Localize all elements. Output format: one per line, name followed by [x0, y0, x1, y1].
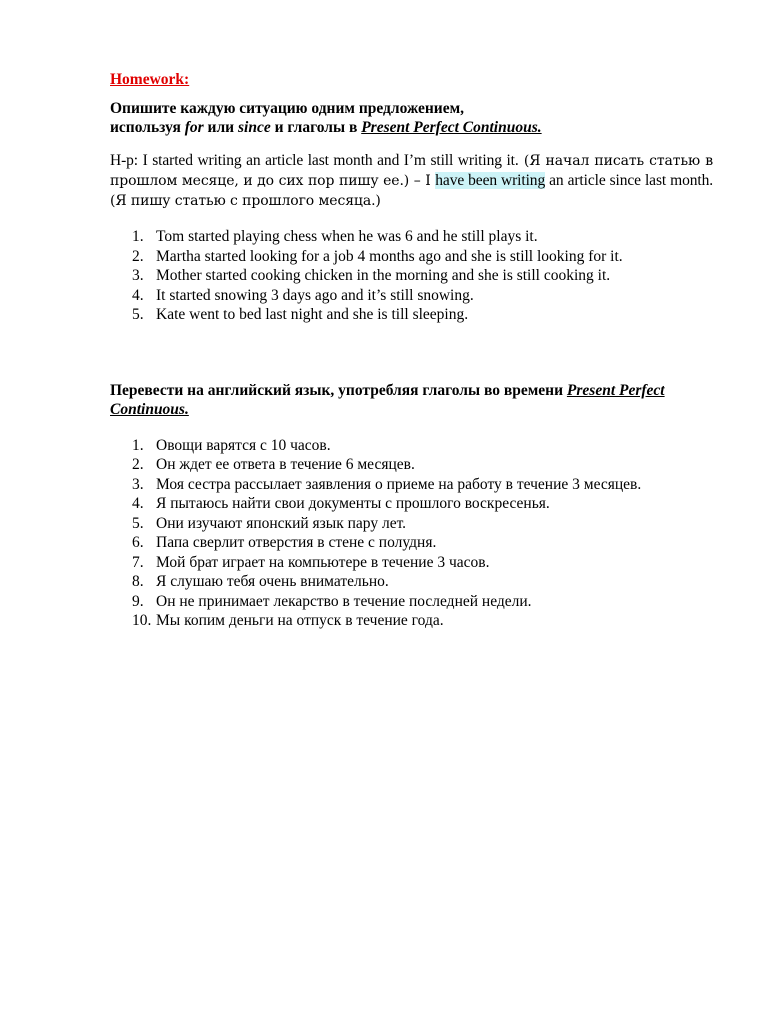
tense-name: Present Perfect Continuous.: [361, 119, 542, 136]
list-number: 4.: [132, 495, 144, 512]
list-text: It started snowing 3 days ago and it’s still snowing.: [156, 286, 474, 304]
list-number: 2.: [132, 456, 144, 473]
list-text: Они изучают японский язык пару лет.: [156, 514, 407, 532]
list-number: 5.: [132, 514, 144, 532]
list-number: 4.: [132, 286, 144, 304]
list-text: Моя сестра рассылает заявления о приеме на работу в течение 3 месяцев.: [156, 475, 642, 493]
list-item: [110, 572, 713, 592]
list-number: 10.: [132, 612, 152, 629]
list-number: 5.: [132, 306, 144, 323]
list-item: [110, 247, 713, 267]
list-number: 3.: [132, 267, 144, 284]
list-text: Я слушаю тебя очень внимательно.: [156, 573, 389, 590]
highlighted-phrase: have been writing: [435, 172, 546, 189]
for-word: for: [184, 119, 204, 136]
list-text: Папа сверлит отверстия в стене с полудня.: [156, 534, 437, 551]
list-item: [110, 436, 713, 456]
task2-instructions: Перевести на английский язык, употребляя глаголы во времени Present Perfect Continuous.: [110, 381, 665, 418]
list-text: Овощи варятся с 10 часов.: [156, 436, 331, 454]
list-item: [110, 494, 713, 514]
list-text: Martha started looking for a job 4 months ago and she is still looking for it.: [156, 247, 623, 265]
exercise1-list: [110, 227, 713, 325]
list-item: [110, 227, 713, 247]
list-text: Он не принимает лекарство в течение последней недели.: [156, 592, 532, 610]
list-item: [110, 553, 713, 573]
list-number: 1.: [132, 228, 144, 245]
document-page: [110, 70, 713, 631]
list-number: 1.: [132, 436, 144, 454]
list-item: [110, 592, 713, 612]
homework-heading: Homework:: [110, 71, 190, 88]
list-number: 9.: [132, 592, 144, 610]
list-item: [110, 305, 713, 325]
list-text: Mother started cooking chicken in the morning and she is still cooking it.: [156, 267, 611, 284]
list-text: Мой брат играет на компьютере в течение 3 часов.: [156, 553, 490, 571]
list-text: Он ждет ее ответа в течение 6 месяцев.: [156, 456, 415, 473]
list-number: 7.: [132, 553, 144, 571]
list-number: 3.: [132, 475, 144, 493]
list-item: [110, 475, 713, 495]
list-item: [110, 455, 713, 475]
list-number: 8.: [132, 573, 144, 590]
list-text: Я пытаюсь найти свои документы с прошлого воскресенья.: [156, 495, 550, 512]
list-item: [110, 514, 713, 534]
list-text: Tom started playing chess when he was 6 and he still plays it.: [156, 228, 538, 245]
list-text: Мы копим деньги на отпуск в течение года.: [156, 612, 444, 629]
list-item: [110, 533, 713, 553]
list-number: 6.: [132, 534, 144, 551]
list-text: Kate went to bed last night and she is till sleeping.: [156, 306, 469, 323]
since-word: since: [237, 119, 271, 136]
example-paragraph: H-p: I started writing an article last month and I’m still writing it. (Я начал писать статью в прошлом месяце, и до сих пор пишу ее.) – I have been writing an article since last month. (Я пишу статью с прошлого месяца.): [110, 151, 714, 209]
tense-name-2: Present Perfect Continuous.: [110, 381, 665, 418]
list-item: [110, 286, 713, 306]
list-item: [110, 266, 713, 286]
task1-instructions: Опишите каждую ситуацию одним предложением, используя for или since и глаголы в Present Perfect Continuous.: [110, 99, 542, 136]
list-number: 2.: [132, 247, 144, 265]
list-item: [110, 611, 713, 631]
task1-line1: Опишите каждую ситуацию одним предложением,: [110, 99, 465, 117]
task2-section: [110, 381, 713, 631]
exercise2-list: [110, 436, 713, 631]
